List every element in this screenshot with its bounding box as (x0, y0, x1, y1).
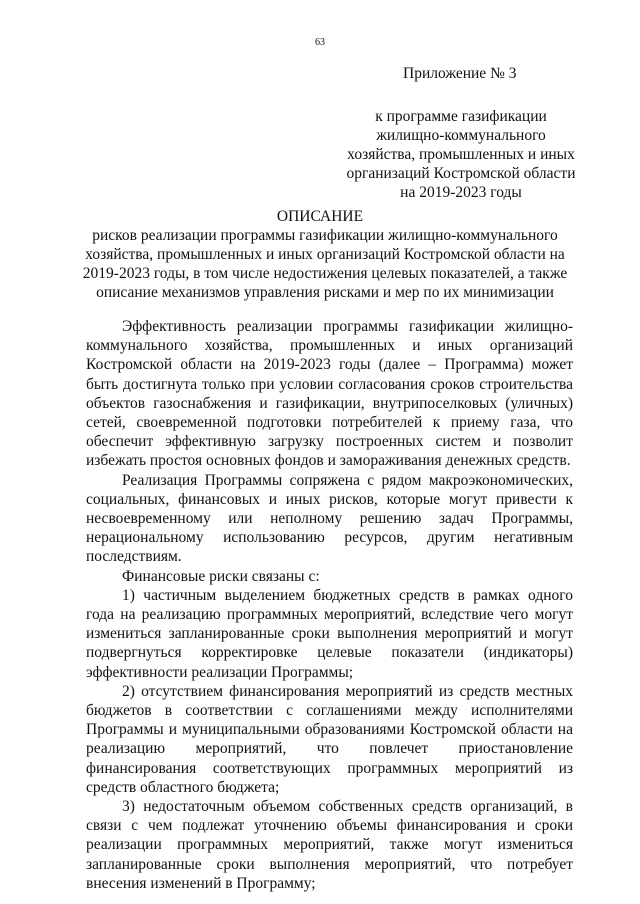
paragraph-risk-item-1: 1) частичным выделением бюджетных средств в рамках одного года на реализацию программных мероприятий, вследствие чего могут измениться запланированные сроки выполнения мероприятий и могут подвергнуться корректировке целевые показатели (индикаторы) эффективности реализации Программы; (86, 586, 573, 681)
appendix-label: Приложение № 3 (403, 65, 517, 82)
paragraph-financial-risks-heading: Финансовые риски связаны с: (122, 567, 320, 585)
document-subtitle: рисков реализации программы газификации жилищно-коммунального хозяйства, промышленных и иных организаций Костромской области на 2019-2023 годы, в том числе недостижения целевых показателей, а также описание механизмов управления рисками и мер по их минимизации (82, 227, 568, 301)
paragraph-effectiveness: Эффективность реализации программы газификации жилищно-коммунального хозяйства, промышленных и иных организаций Костромской области на 2019-2023 годы (далее – Программа) может быть достигнута только при условии согласования сроков строительства объектов газоснабжения и газификации, внутрипоселковых (уличных) сетей, своевременной подготовки потребителей к приему газа, что обеспечит эффективную загрузку построенных систем и позволит избежать простоя основных фондов и замораживания денежных средств. (86, 318, 573, 470)
document-title: ОПИСАНИЕ (276, 208, 364, 225)
paragraph-risk-item-2: 2) отсутствием финансирования мероприятий из средств местных бюджетов в соответствии с соглашениями между исполнителями Программы и муниципальными образованиями Костромской области на реализацию мероприятий, что повлечет приостановление финансирования соответствующих программных мероприятий из средств областного бюджета; (86, 682, 573, 796)
page-number: 63 (315, 37, 325, 48)
program-reference: к программе газификации жилищно-коммунального хозяйства, промышленных и иных организаций Костромской области на 2019-2023 годы (346, 108, 576, 201)
document-body (86, 317, 573, 893)
paragraph-risk-item-3: 3) недостаточным объемом собственных средств организаций, в связи с чем подлежат уточнению объемы финансирования и сроки реализации программных мероприятий, также могут измениться запланированные сроки выполнения мероприятий, что потребует внесения изменений в Программу; (86, 798, 573, 892)
paragraph-risks-overview: Реализация Программы сопряжена с рядом макроэкономических, социальных, финансовых и иных рисков, которые могут привести к несвоевременному или неполному решению задач Программы, нерациональному использованию ресурсов, другим негативным последствиям. (86, 471, 573, 566)
